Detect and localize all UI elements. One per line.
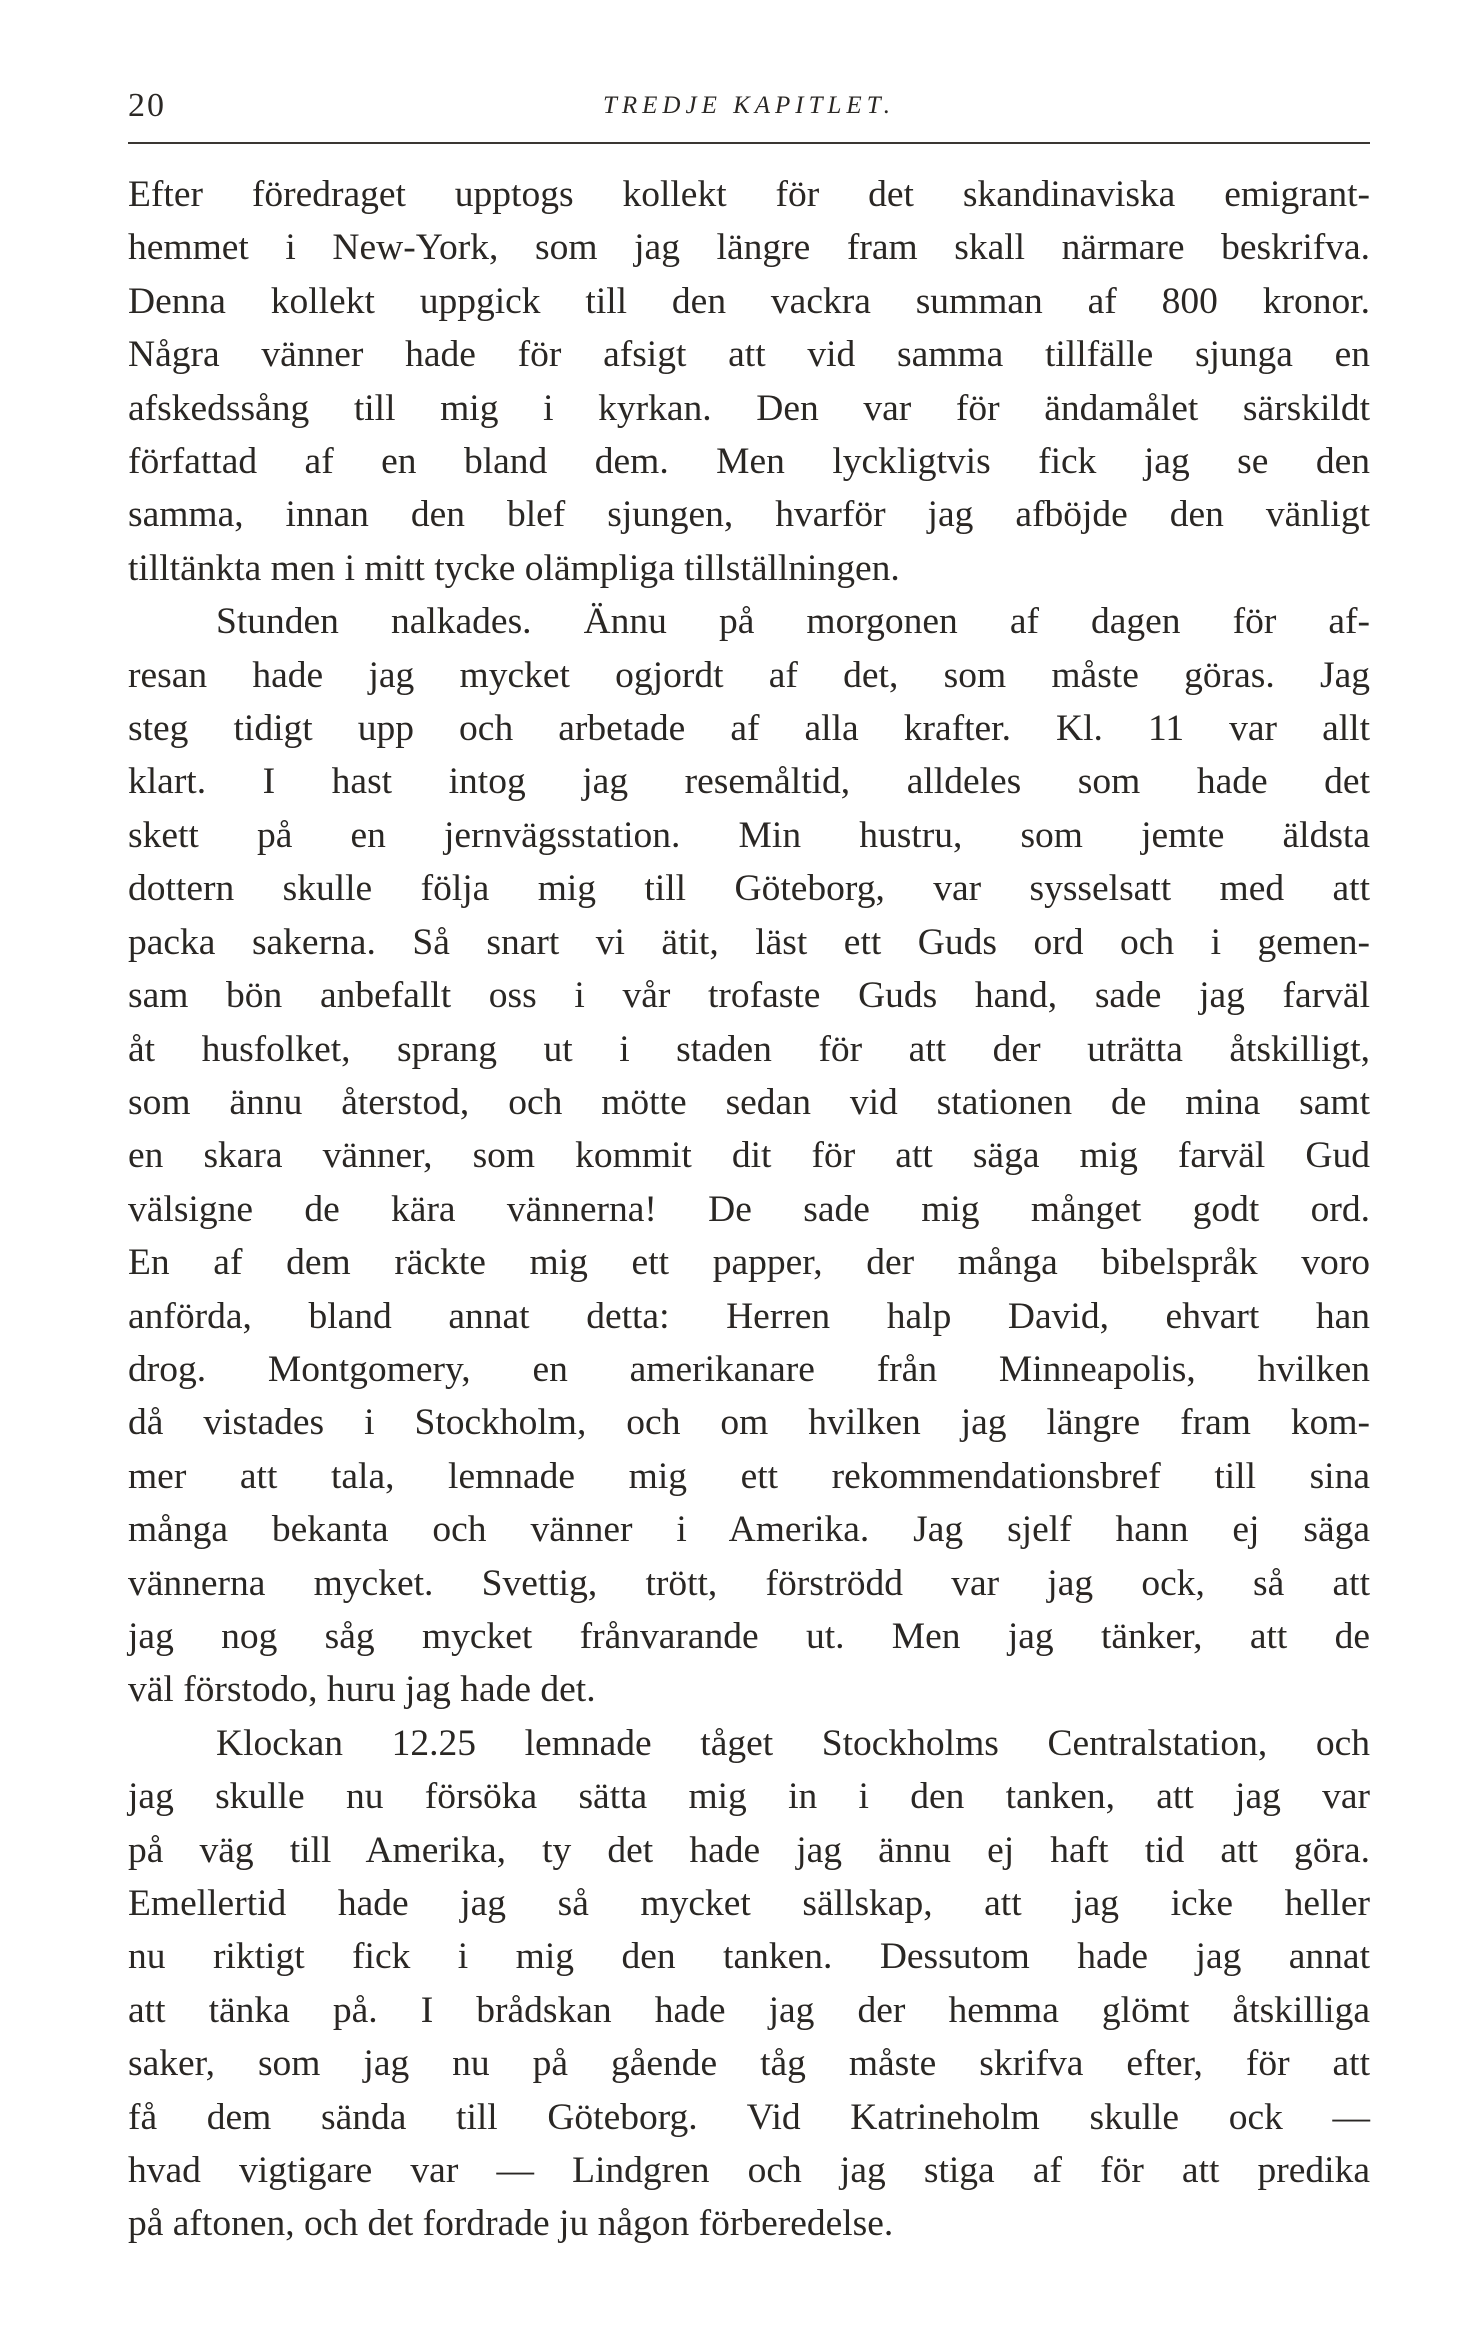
text-line: Denna kollekt uppgick till den vackra summan af 800 kronor. bbox=[128, 280, 1370, 322]
text-line: många bekanta och vänner i Amerika. Jag sjelf hann ej säga bbox=[128, 1509, 1370, 1551]
text-line: klart. I hast intog jag resemåltid, alldeles som hade det bbox=[128, 761, 1370, 803]
text-line: drog. Montgomery, en amerikanare från Minneapolis, hvilken bbox=[128, 1348, 1370, 1390]
text-line: då vistades i Stockholm, och om hvilken jag längre fram kom- bbox=[128, 1402, 1370, 1444]
text-line: saker, som jag nu på gående tåg måste skrifva efter, för att bbox=[128, 2043, 1370, 2085]
text-line: nu riktigt fick i mig den tanken. Dessutom hade jag annat bbox=[128, 1936, 1370, 1978]
text-line: att tänka på. I brådskan hade jag der hemma glömt åtskilliga bbox=[128, 1989, 1370, 2031]
text-line: välsigne de kära vännerna! De sade mig månget godt ord. bbox=[128, 1188, 1370, 1230]
text-line: Några vänner hade för afsigt att vid samma tillfälle sjunga en bbox=[128, 334, 1370, 376]
paragraph bbox=[128, 1717, 1370, 2251]
text-line: som ännu återstod, och mötte sedan vid stationen de mina samt bbox=[128, 1081, 1370, 1123]
text-line: samma, innan den blef sjungen, hvarför jag afböjde den vänligt bbox=[128, 494, 1370, 536]
text-line: författad af en bland dem. Men lyckligtvis fick jag se den bbox=[128, 441, 1370, 483]
body-text bbox=[128, 168, 1370, 2251]
running-head: TREDJE KAPITLET. bbox=[602, 92, 896, 119]
text-line: få dem sända till Göteborg. Vid Katrineholm skulle ock — bbox=[128, 2096, 1370, 2138]
text-line: väl förstodo, huru jag hade det. bbox=[128, 1669, 596, 1711]
text-line: Efter föredraget upptogs kollekt för det skandinaviska emigrant- bbox=[128, 174, 1370, 215]
text-line: vännerna mycket. Svettig, trött, förströdd var jag ock, så att bbox=[128, 1562, 1370, 1604]
text-line: skett på en jernvägsstation. Min hustru, som jemte äldsta bbox=[128, 814, 1370, 856]
text-line: hvad vigtigare var — Lindgren och jag stiga af för att predika bbox=[128, 2150, 1370, 2192]
text-line: dottern skulle följa mig till Göteborg, var sysselsatt med att bbox=[128, 868, 1370, 910]
text-line: Stunden nalkades. Ännu på morgonen af dagen för af- bbox=[216, 601, 1370, 643]
paragraph bbox=[128, 595, 1370, 1717]
text-line: en skara vänner, som kommit dit för att säga mig farväl Gud bbox=[128, 1135, 1370, 1177]
text-line: jag nog såg mycket frånvarande ut. Men jag tänker, att de bbox=[128, 1615, 1370, 1657]
text-line: hemmet i New-York, som jag längre fram skall närmare beskrifva. bbox=[128, 227, 1370, 269]
text-line: på aftonen, och det fordrade ju någon förberedelse. bbox=[128, 2203, 894, 2245]
paragraph bbox=[128, 168, 1370, 595]
text-line: En af dem räckte mig ett papper, der många bibelspråk voro bbox=[128, 1242, 1370, 1284]
text-line: på väg till Amerika, ty det hade jag ännu ej haft tid att göra. bbox=[128, 1829, 1370, 1871]
text-line: Klockan 12.25 lemnade tåget Stockholms Centralstation, och bbox=[216, 1722, 1370, 1764]
text-line: resan hade jag mycket ogjordt af det, som måste göras. Jag bbox=[128, 654, 1370, 696]
text-line: Emellertid hade jag så mycket sällskap, att jag icke heller bbox=[128, 1883, 1370, 1924]
text-line: anförda, bland annat detta: Herren halp David, ehvart han bbox=[128, 1295, 1370, 1337]
page-number: 20 bbox=[128, 87, 166, 124]
text-line: sam bön anbefallt oss i vår trofaste Guds hand, sade jag farväl bbox=[128, 975, 1370, 1017]
text-line: åt husfolket, sprang ut i staden för att der uträtta åtskilligt, bbox=[128, 1028, 1370, 1070]
header-rule bbox=[128, 142, 1370, 144]
page-header bbox=[128, 86, 1370, 126]
text-line: afskedssång till mig i kyrkan. Den var för ändamålet särskildt bbox=[128, 387, 1370, 429]
text-line: tilltänkta men i mitt tycke olämpliga tillställningen. bbox=[128, 547, 900, 589]
text-line: packa sakerna. Så snart vi ätit, läst ett Guds ord och i gemen- bbox=[128, 921, 1370, 963]
text-line: mer att tala, lemnade mig ett rekommendationsbref till sina bbox=[128, 1455, 1370, 1497]
text-line: jag skulle nu försöka sätta mig in i den tanken, att jag var bbox=[128, 1776, 1370, 1818]
text-line: steg tidigt upp och arbetade af alla krafter. Kl. 11 var allt bbox=[128, 708, 1370, 750]
